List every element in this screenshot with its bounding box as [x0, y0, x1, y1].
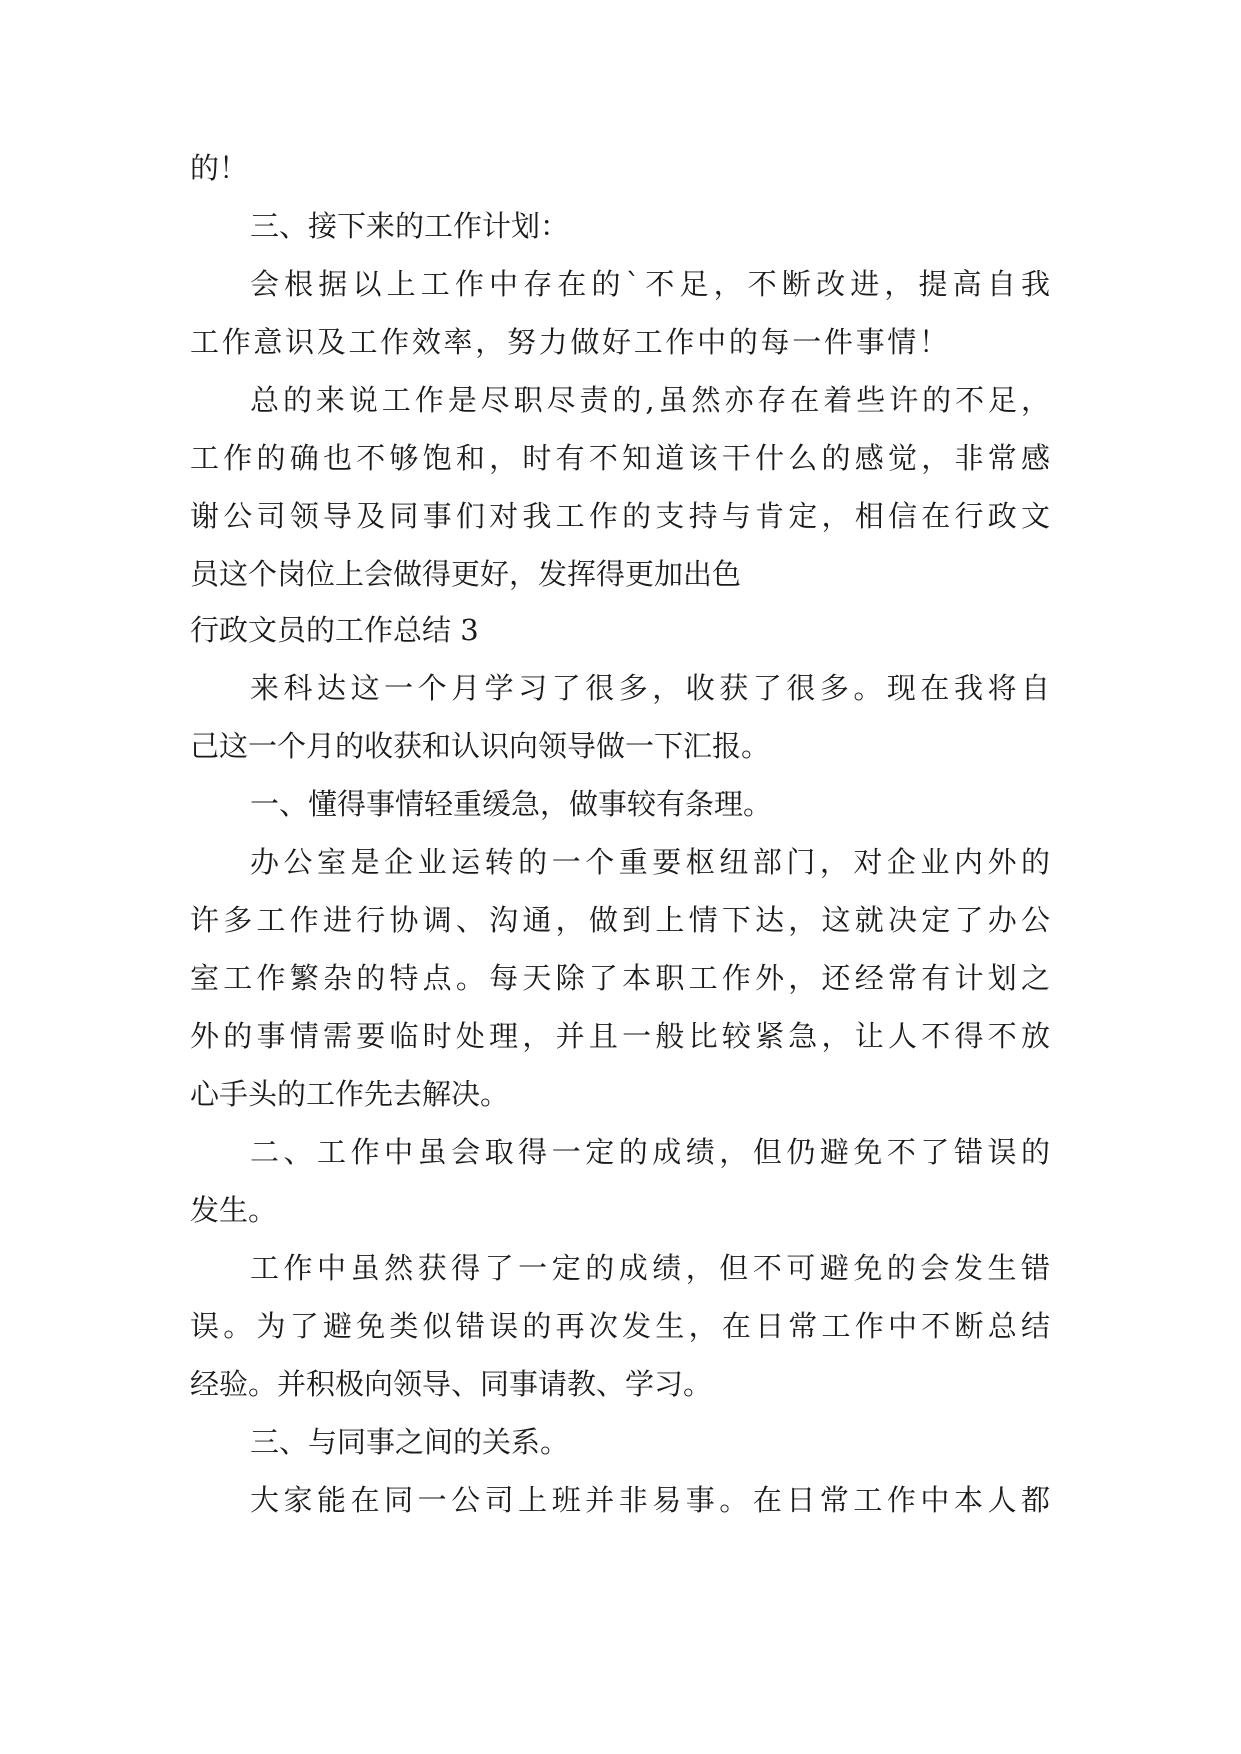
text-line: 的！	[190, 151, 249, 185]
text-line: 会根据以上工作中存在的`不足，不断改进，提高自我	[250, 267, 1050, 301]
text-line: 外的事情需要临时处理，并且一般比较紧急，让人不得不放	[190, 1019, 1050, 1053]
text-line: 室工作繁杂的特点。每天除了本职工作外，还经常有计划之	[190, 961, 1050, 995]
section-heading: 二、工作中虽会取得一定的成绩，但仍避免不了错误的	[250, 1135, 1050, 1169]
section-heading: 三、与同事之间的关系。	[250, 1425, 570, 1459]
text-line: 工作的确也不够饱和，时有不知道该干什么的感觉，非常感	[190, 441, 1050, 475]
section-title: 行政文员的工作总结 3	[190, 613, 479, 647]
text-line: 员这个岗位上会做得更好，发挥得更加出色	[190, 557, 742, 591]
text-line: 办公室是企业运转的一个重要枢纽部门，对企业内外的	[250, 845, 1050, 879]
text-line: 心手头的工作先去解决。	[190, 1077, 510, 1111]
text-line: 己这一个月的收获和认识向领导做一下汇报。	[190, 729, 771, 763]
section-heading: 三、接下来的工作计划：	[250, 209, 570, 243]
text-line: 经验。并积极向领导、同事请教、学习。	[190, 1367, 713, 1401]
section-heading: 一、懂得事情轻重缓急，做事较有条理。	[250, 787, 773, 821]
text-line: 工作中虽然获得了一定的成绩，但不可避免的会发生错	[250, 1251, 1050, 1285]
text-line: 许多工作进行协调、沟通，做到上情下达，这就决定了办公	[190, 903, 1050, 937]
text-line: 谢公司领导及同事们对我工作的支持与肯定，相信在行政文	[190, 499, 1050, 533]
text-line: 工作意识及工作效率，努力做好工作中的每一件事情！	[190, 325, 948, 359]
text-line: 误。为了避免类似错误的再次发生，在日常工作中不断总结	[190, 1309, 1050, 1343]
text-line: 发生。	[190, 1193, 278, 1227]
text-line: 来科达这一个月学习了很多，收获了很多。现在我将自	[250, 671, 1050, 705]
text-line: 大家能在同一公司上班并非易事。在日常工作中本人都	[250, 1483, 1050, 1517]
text-line: 总的来说工作是尽职尽责的,虽然亦存在着些许的不足，	[250, 383, 1050, 417]
